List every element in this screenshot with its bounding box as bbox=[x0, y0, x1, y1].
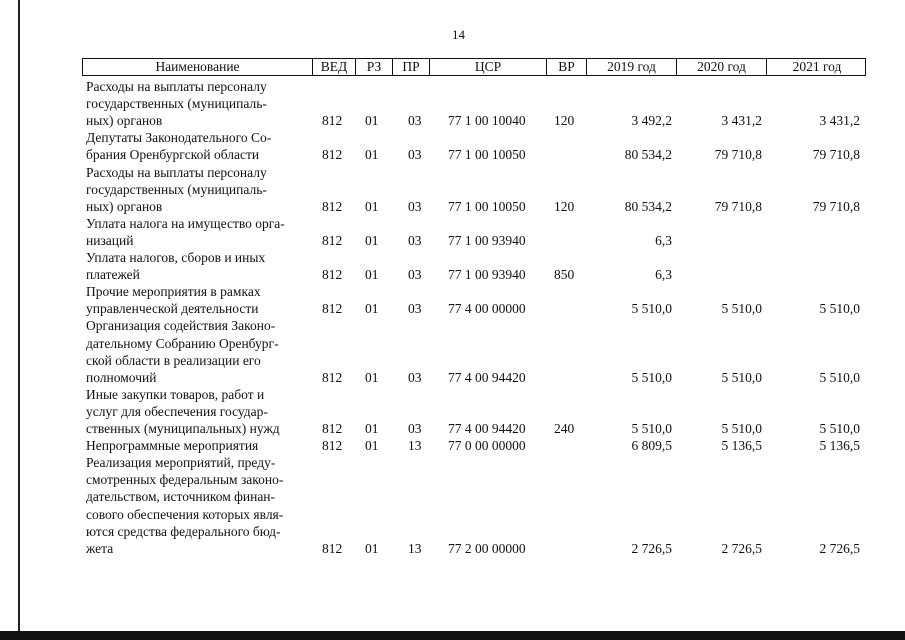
row-amount-2021: 3 431,2 bbox=[819, 113, 860, 129]
row-csr: 77 4 00 00000 bbox=[448, 301, 526, 317]
row-name-line: Иные закупки товаров, работ и bbox=[86, 386, 265, 402]
row-name-line: ются средства федерального бюд- bbox=[86, 523, 281, 539]
row-name-line: смотренных федеральным законо- bbox=[86, 472, 284, 488]
header-2020: 2020 год bbox=[677, 59, 767, 75]
row-amount-2020: 2 726,5 bbox=[721, 540, 762, 556]
row-ved: 812 bbox=[322, 113, 343, 129]
header-2021: 2021 год bbox=[792, 59, 842, 74]
row-amount-2020: 5 510,0 bbox=[721, 301, 762, 317]
row-name-line: брания Оренбургской области bbox=[86, 147, 260, 163]
row-name-line: жета bbox=[86, 540, 114, 556]
row-amount-2019: 6,3 bbox=[655, 267, 672, 283]
row-name-line: Реализация мероприятий, преду- bbox=[86, 455, 276, 471]
table-header bbox=[82, 58, 866, 76]
row-vr: 240 bbox=[554, 421, 575, 436]
row-pr: 03 bbox=[408, 198, 422, 214]
header-ved: ВЕД bbox=[313, 59, 356, 75]
row-amount-2019: 80 534,2 bbox=[624, 198, 672, 214]
row-amount-2019: 3 492,2 bbox=[631, 113, 672, 129]
row-name-line: услуг для обеспечения государ- bbox=[86, 403, 268, 419]
row-rz: 01 bbox=[365, 232, 379, 248]
row-name-line: полномочий bbox=[86, 369, 157, 385]
row-name-line: низаций bbox=[86, 232, 134, 248]
row-amount-2020: 5 136,5 bbox=[721, 438, 762, 454]
row-name-line: управленческой деятельности bbox=[86, 301, 259, 317]
row-name-line: Депутаты Законодательного Со- bbox=[86, 130, 272, 146]
row-name-line: государственных (муниципаль- bbox=[86, 181, 267, 197]
row-rz: 01 bbox=[365, 438, 379, 454]
row-pr: 03 bbox=[408, 113, 422, 129]
row-amount-2020: 79 710,8 bbox=[714, 198, 762, 214]
row-ved: 812 bbox=[322, 421, 343, 436]
row-pr: 13 bbox=[408, 438, 422, 454]
row-rz: 01 bbox=[365, 540, 379, 556]
row-pr: 03 bbox=[408, 369, 422, 385]
row-amount-2021: 5 510,0 bbox=[819, 301, 860, 317]
row-rz: 01 bbox=[365, 421, 379, 436]
row-pr: 03 bbox=[408, 232, 422, 248]
row-ved: 812 bbox=[322, 198, 343, 214]
page-number: 14 bbox=[452, 27, 465, 42]
row-vr: 120 bbox=[554, 113, 575, 129]
row-amount-2021: 5 510,0 bbox=[819, 421, 860, 436]
row-pr: 03 bbox=[408, 421, 422, 436]
row-name-line: сового обеспечения которых явля- bbox=[86, 506, 284, 522]
row-amount-2020: 79 710,8 bbox=[714, 147, 762, 163]
row-name-line: государственных (муниципаль- bbox=[86, 96, 267, 112]
row-ved: 812 bbox=[322, 540, 343, 556]
row-vr: 850 bbox=[554, 267, 575, 283]
row-csr: 77 1 00 10040 bbox=[448, 113, 526, 129]
header-csr: ЦСР bbox=[430, 59, 547, 75]
header-name: Наименование bbox=[83, 59, 313, 75]
row-csr: 77 1 00 93940 bbox=[448, 232, 526, 248]
row-amount-2019: 5 510,0 bbox=[631, 421, 672, 436]
row-ved: 812 bbox=[322, 267, 343, 283]
page-bottom-edge bbox=[0, 631, 905, 640]
row-csr: 77 1 00 10050 bbox=[448, 198, 526, 214]
row-name-line: ных) органов bbox=[86, 113, 163, 129]
row-amount-2019: 6 809,5 bbox=[631, 438, 672, 454]
row-rz: 01 bbox=[365, 147, 379, 163]
page-left-edge bbox=[18, 0, 20, 640]
header-rz: РЗ bbox=[356, 59, 393, 75]
row-pr: 03 bbox=[408, 147, 422, 163]
row-ved: 812 bbox=[322, 232, 343, 248]
row-amount-2021: 79 710,8 bbox=[812, 147, 860, 163]
row-ved: 812 bbox=[322, 147, 343, 163]
row-pr: 13 bbox=[408, 540, 422, 556]
row-amount-2020: 3 431,2 bbox=[721, 113, 762, 129]
row-amount-2020: 5 510,0 bbox=[721, 421, 762, 436]
row-pr: 03 bbox=[408, 301, 422, 317]
row-rz: 01 bbox=[365, 267, 379, 283]
row-name-line: платежей bbox=[86, 267, 140, 283]
row-vr: 120 bbox=[554, 198, 575, 214]
row-rz: 01 bbox=[365, 301, 379, 317]
row-amount-2019: 2 726,5 bbox=[631, 540, 672, 556]
row-amount-2021: 5 510,0 bbox=[819, 369, 860, 385]
row-amount-2019: 80 534,2 bbox=[624, 147, 672, 163]
row-ved: 812 bbox=[322, 301, 343, 317]
row-csr: 77 1 00 10050 bbox=[448, 147, 526, 163]
header-pr: ПР bbox=[393, 59, 430, 75]
row-name-line: Уплата налога на имущество орга- bbox=[86, 215, 285, 231]
row-name-line: ственных (муниципальных) нужд bbox=[86, 421, 280, 436]
row-rz: 01 bbox=[365, 198, 379, 214]
row-name-line: Прочие мероприятия в рамках bbox=[86, 284, 261, 300]
header-2019: 2019 год bbox=[587, 59, 677, 75]
row-amount-2021: 2 726,5 bbox=[819, 540, 860, 556]
header-vr: ВР bbox=[547, 59, 587, 75]
row-name-line: дательством, источником финан- bbox=[86, 489, 276, 505]
row-amount-2019: 5 510,0 bbox=[631, 369, 672, 385]
row-ved: 812 bbox=[322, 438, 343, 454]
row-amount-2021: 5 136,5 bbox=[819, 438, 860, 454]
row-amount-2021: 79 710,8 bbox=[812, 198, 860, 214]
row-name-line: дательному Собранию Оренбург- bbox=[86, 335, 279, 351]
row-name-line: Расходы на выплаты персоналу bbox=[86, 79, 267, 94]
row-csr: 77 2 00 00000 bbox=[448, 540, 526, 556]
row-amount-2019: 6,3 bbox=[655, 232, 672, 248]
row-name-line: ных) органов bbox=[86, 198, 163, 214]
row-csr: 77 4 00 94420 bbox=[448, 421, 526, 436]
row-csr: 77 4 00 94420 bbox=[448, 369, 526, 385]
row-name-line: ской области в реализации его bbox=[86, 352, 261, 368]
row-amount-2019: 5 510,0 bbox=[631, 301, 672, 317]
row-pr: 03 bbox=[408, 267, 422, 283]
row-rz: 01 bbox=[365, 113, 379, 129]
row-amount-2020: 5 510,0 bbox=[721, 369, 762, 385]
row-ved: 812 bbox=[322, 369, 343, 385]
row-name-line: Организация содействия Законо- bbox=[86, 318, 276, 334]
row-name-line: Уплата налогов, сборов и иных bbox=[86, 250, 266, 265]
row-name-line: Расходы на выплаты персоналу bbox=[86, 164, 267, 180]
row-rz: 01 bbox=[365, 369, 379, 385]
row-name-line: Непрограммные мероприятия bbox=[86, 438, 259, 454]
row-csr: 77 1 00 93940 bbox=[448, 267, 526, 283]
row-csr: 77 0 00 00000 bbox=[448, 438, 526, 454]
